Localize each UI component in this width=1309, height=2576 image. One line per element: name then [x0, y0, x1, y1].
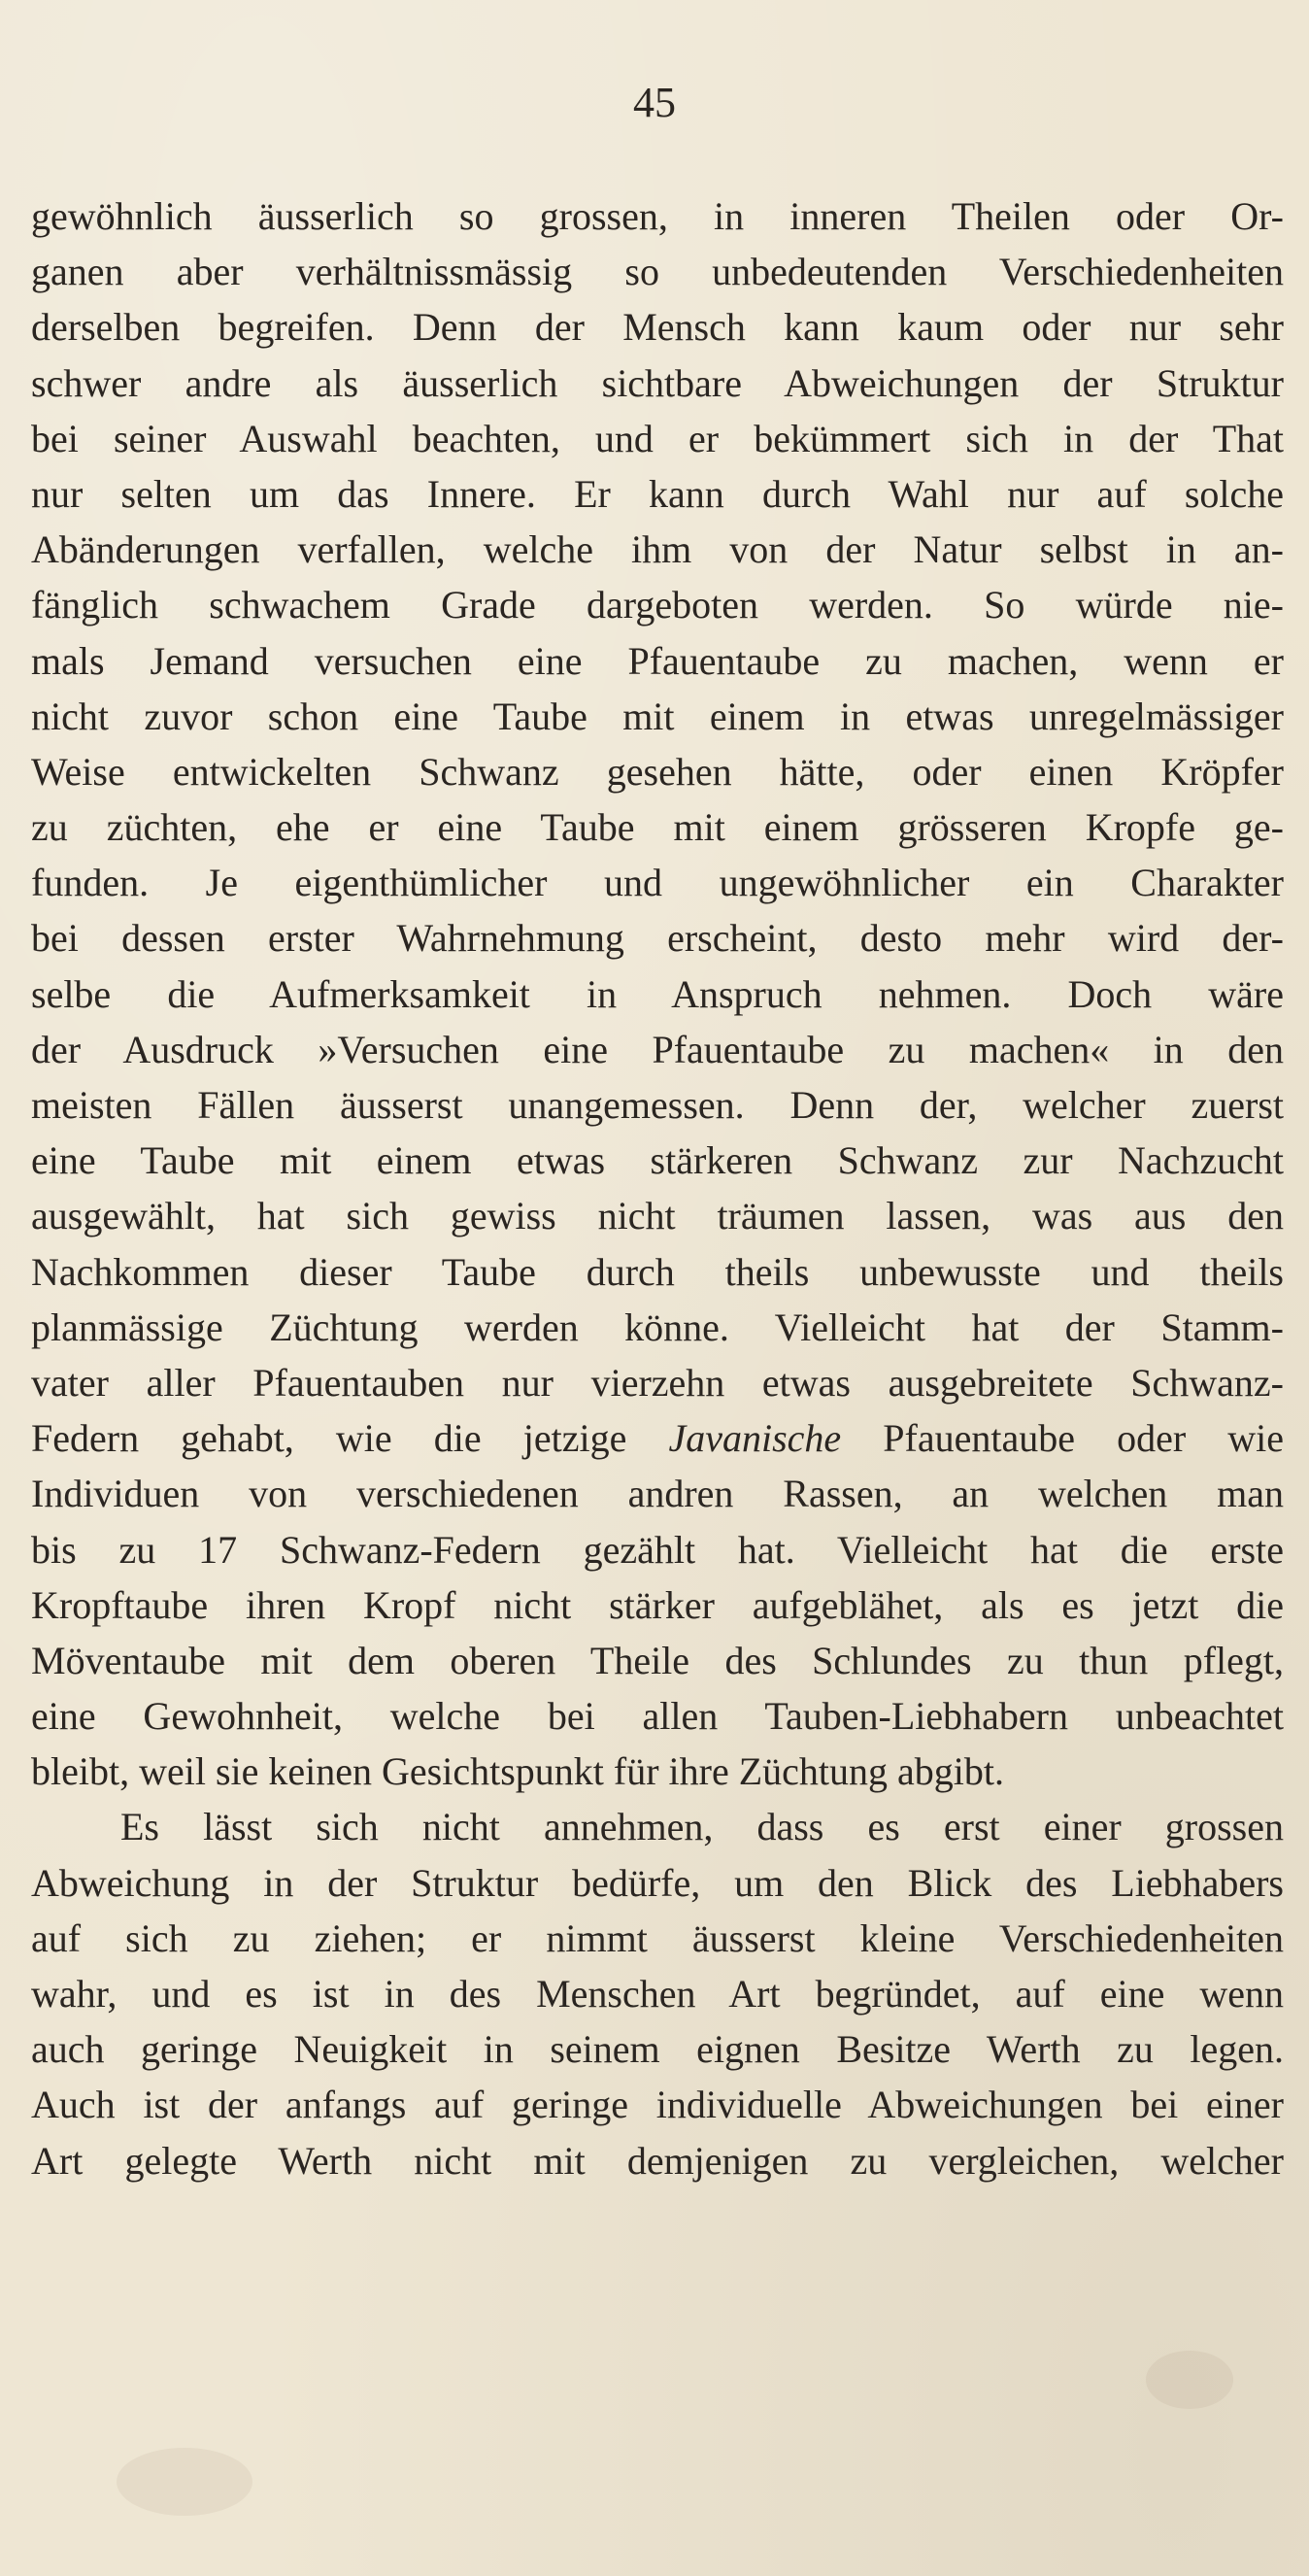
- text-segment: Pfauentaube oder wie: [841, 1416, 1284, 1461]
- text-line: Möventaube mit dem oberen Theile des Schlundes zu thun pflegt,: [31, 1638, 1284, 1682]
- text-line: Kropftaube ihren Kropf nicht stärker aufgeblähet, als es jetzt die: [31, 1582, 1284, 1627]
- text-line: auch geringe Neuigkeit in seinem eignen Besitze Werth zu legen.: [31, 2027, 1284, 2072]
- text-line: nicht zuvor schon eine Taube mit einem in etwas unregelmässiger: [31, 694, 1284, 738]
- text-line: bei seiner Auswahl beachten, und er bekümmert sich in der That: [31, 416, 1284, 460]
- text-line: Weise entwickelten Schwanz gesehen hätte, oder einen Kröpfer: [31, 749, 1284, 794]
- text-line: Abweichung in der Struktur bedürfe, um den Blick des Liebhabers: [31, 1860, 1284, 1905]
- text-line: Individuen von verschiedenen andren Rassen, an welchen man: [31, 1472, 1284, 1516]
- text-line: Art gelegte Werth nicht mit demjenigen zu vergleichen, welcher: [31, 2138, 1284, 2183]
- text-line: Auch ist der anfangs auf geringe individuelle Abweichungen bei einer: [31, 2083, 1284, 2127]
- text-line: fänglich schwachem Grade dargeboten werden. So würde nie-: [31, 583, 1284, 627]
- text-line: ausgewählt, hat sich gewiss nicht träumen lassen, was aus den: [31, 1194, 1284, 1238]
- text-line: meisten Fällen äusserst unangemessen. Denn der, welcher zuerst: [31, 1083, 1284, 1127]
- text-line: Abänderungen verfallen, welche ihm von der Natur selbst in an-: [31, 527, 1284, 572]
- paragraph-end-line: bleibt, weil sie keinen Gesichtspunkt für ihre Züchtung abgibt.: [31, 1749, 1004, 1794]
- text-line: selbe die Aufmerksamkeit in Anspruch nehmen. Doch wäre: [31, 971, 1284, 1016]
- text-line: vater aller Pfauentauben nur vierzehn etwas ausgebreitete Schwanz-: [31, 1360, 1284, 1405]
- text-line: eine Taube mit einem etwas stärkeren Schwanz zur Nachzucht: [31, 1138, 1284, 1183]
- text-line: wahr, und es ist in des Menschen Art begründet, auf eine wenn: [31, 1972, 1284, 2016]
- text-line: eine Gewohnheit, welche bei allen Tauben-Liebhabern unbeachtet: [31, 1694, 1284, 1739]
- italic-term: Javanische: [668, 1416, 842, 1461]
- page-number: 45: [633, 79, 676, 126]
- text-line: nur selten um das Innere. Er kann durch Wahl nur auf solche: [31, 471, 1284, 516]
- text-line: [31, 1410, 1284, 1466]
- text-line: Nachkommen dieser Taube durch theils unbewusste und theils: [31, 1249, 1284, 1294]
- text-line: gewöhnlich äusserlich so grossen, in inneren Theilen oder Or-: [31, 194, 1284, 238]
- text-line: schwer andre als äusserlich sichtbare Abweichungen der Struktur: [31, 360, 1284, 405]
- text-line: planmässige Züchtung werden könne. Vielleicht hat der Stamm-: [31, 1305, 1284, 1349]
- text-line: funden. Je eigenthümlicher und ungewöhnlicher ein Charakter: [31, 861, 1284, 905]
- paragraph-start-line: Es lässt sich nicht annehmen, dass es erst einer grossen: [120, 1805, 1284, 1849]
- text-segment: Federn gehabt, wie die jetzige: [31, 1416, 669, 1461]
- text-line: bei dessen erster Wahrnehmung erscheint, desto mehr wird der-: [31, 916, 1284, 961]
- text-line: mals Jemand versuchen eine Pfauentaube zu machen, wenn er: [31, 638, 1284, 683]
- text-line: zu züchten, ehe er eine Taube mit einem grösseren Kropfe ge-: [31, 805, 1284, 850]
- paper-stain: [1146, 2351, 1233, 2409]
- text-line: auf sich zu ziehen; er nimmt äusserst kleine Verschiedenheiten: [31, 1915, 1284, 1960]
- text-line: derselben begreifen. Denn der Mensch kann kaum oder nur sehr: [31, 305, 1284, 350]
- text-line: der Ausdruck »Versuchen eine Pfauentaube zu machen« in den: [31, 1027, 1284, 1071]
- body-text: [31, 188, 1284, 2188]
- text-line: bis zu 17 Schwanz-Federn gezählt hat. Vielleicht hat die erste: [31, 1527, 1284, 1572]
- paper-stain: [117, 2448, 252, 2516]
- text-line: ganen aber verhältnissmässig so unbedeutenden Verschiedenheiten: [31, 250, 1284, 294]
